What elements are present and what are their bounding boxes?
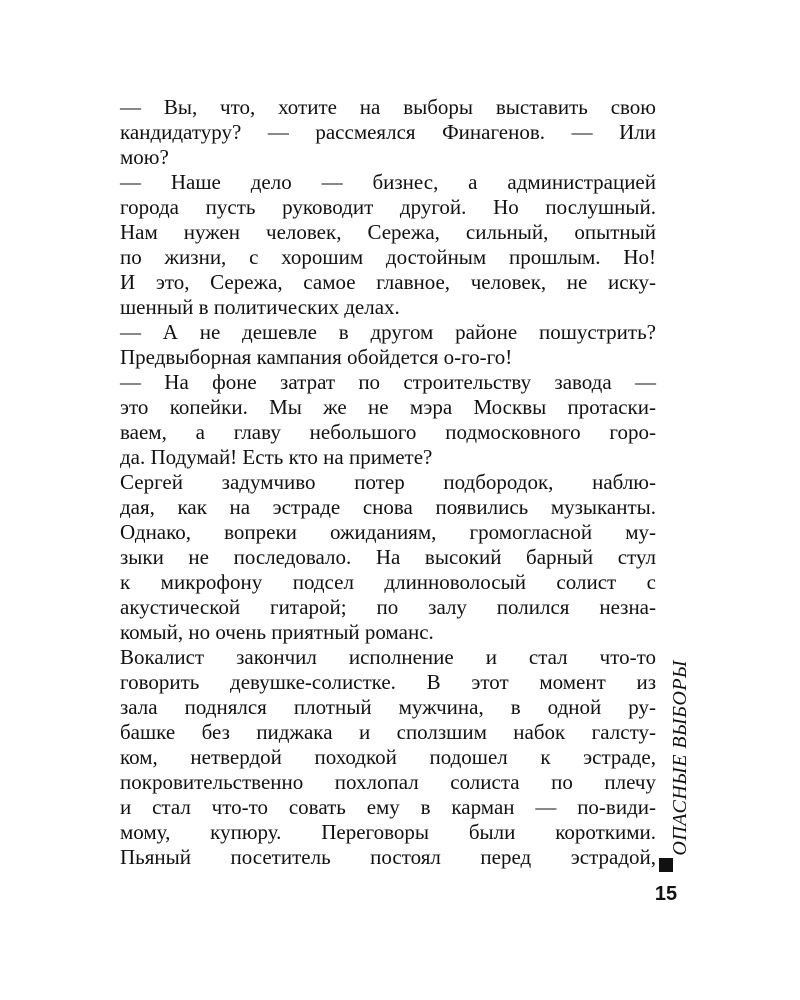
text-line: Нам нужен человек, Сережа, сильный, опытный <box>120 220 656 244</box>
text-line: зыки не последовало. На высокий барный стул <box>120 545 656 569</box>
text-line: да. Подумай! Есть кто на примете? <box>120 445 433 469</box>
text-line: И это, Сережа, самое главное, человек, не иску- <box>120 270 656 294</box>
text-line: Пьяный посетитель постоял перед эстрадой, <box>120 845 656 869</box>
text-line: Вокалист закончил исполнение и стал что-то <box>120 645 656 669</box>
text-line: — Вы, что, хотите на выборы выставить свою <box>120 95 656 119</box>
text-line: Однако, вопреки ожиданиям, громогласной му- <box>120 520 656 544</box>
square-marker-icon <box>659 858 673 872</box>
text-line: Сергей задумчиво потер подбородок, наблю- <box>120 470 656 494</box>
text-line: кандидатуру? — рассмеялся Финагенов. — Или <box>120 120 656 144</box>
text-line: говорить девушке-солистке. В этот момент из <box>120 670 656 694</box>
text-line: и стал что-то совать ему в карман — по-види- <box>120 795 656 819</box>
text-line: башке без пиджака и сползшим набок галсту- <box>120 720 656 744</box>
text-line: к микрофону подсел длинноволосый солист с <box>120 570 656 594</box>
text-line: покровительственно похлопал солиста по плечу <box>120 770 656 794</box>
text-line: по жизни, с хорошим достойным прошлым. Но! <box>120 245 656 269</box>
body-text <box>120 95 656 870</box>
text-line: зала поднялся плотный мужчина, в одной ру- <box>120 695 656 719</box>
text-line: шенный в политических делах. <box>120 295 400 319</box>
text-line: — На фоне затрат по строительству завода — <box>120 370 656 394</box>
text-line: ваем, а главу небольшого подмосковного горо- <box>120 420 656 444</box>
text-line: мою? <box>120 145 169 169</box>
running-title: ОПАСНЫЕ ВЫБОРЫ <box>669 660 691 856</box>
text-line: — Наше дело — бизнес, а администрацией <box>120 170 656 194</box>
text-line: мому, купюру. Переговоры были короткими. <box>120 820 656 844</box>
text-line: ком, нетвердой походкой подошел к эстраде, <box>120 745 656 769</box>
text-line: дая, как на эстраде снова появились музыканты. <box>120 495 656 519</box>
text-line: акустической гитарой; по залу полился незна- <box>120 595 656 619</box>
text-line: это копейки. Мы же не мэра Москвы протаски- <box>120 395 656 419</box>
text-line: — А не дешевле в другом районе пошустрить? <box>120 320 656 344</box>
text-line: комый, но очень приятный романс. <box>120 620 434 644</box>
text-line: города пусть руководит другой. Но послушный. <box>120 195 656 219</box>
page-number: 15 <box>654 883 678 905</box>
text-line: Предвыборная кампания обойдется о-го-го! <box>120 345 513 369</box>
